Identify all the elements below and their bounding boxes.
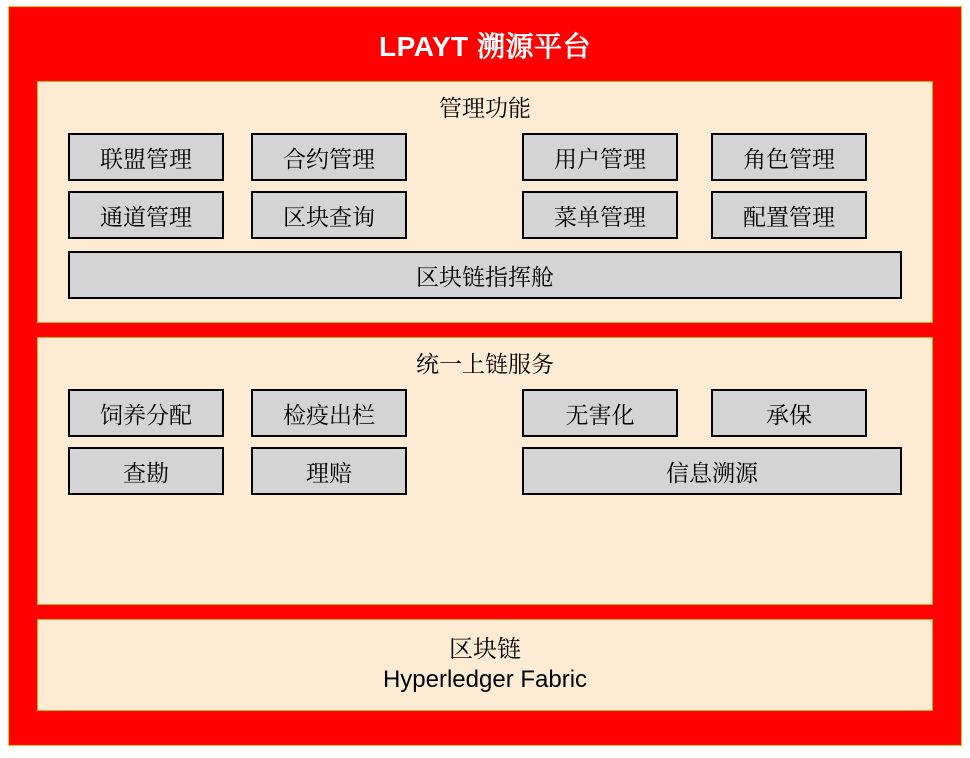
spacer [678,133,711,181]
module-feeding-allocation[interactable]: 饲养分配 [68,389,224,437]
spacer [407,389,522,437]
module-harmless-treatment[interactable]: 无害化 [522,389,678,437]
module-block-query[interactable]: 区块查询 [251,191,407,239]
module-menu-management[interactable]: 菜单管理 [522,191,678,239]
spacer [678,191,711,239]
module-config-management[interactable]: 配置管理 [711,191,867,239]
platform-container [8,6,962,746]
section-management [37,81,933,323]
spacer [678,389,711,437]
module-survey[interactable]: 查勘 [68,447,224,495]
hyperledger-fabric-label: Hyperledger Fabric [382,666,588,693]
module-user-management[interactable]: 用户管理 [522,133,678,181]
management-row-1 [38,133,932,181]
section-unified-chain-service-title: 统一上链服务 [416,351,554,377]
spacer [224,191,251,239]
chain-row-2 [38,447,932,495]
module-underwriting[interactable]: 承保 [711,389,867,437]
section-unified-chain-service [37,337,933,605]
section-blockchain [37,619,933,711]
spacer [224,133,251,181]
module-quarantine-out[interactable]: 检疫出栏 [251,389,407,437]
management-row-3 [38,251,932,299]
management-row-2 [38,191,932,239]
spacer [224,389,251,437]
spacer [407,447,522,495]
section-management-title: 管理功能 [439,95,531,121]
module-contract-management[interactable]: 合约管理 [251,133,407,181]
blockchain-label: 区块链 [449,636,521,663]
module-blockchain-command-center[interactable]: 区块链指挥舱 [68,251,902,299]
chain-row-1 [38,389,932,437]
spacer [407,133,522,181]
spacer [407,191,522,239]
module-alliance-management[interactable]: 联盟管理 [68,133,224,181]
module-role-management[interactable]: 角色管理 [711,133,867,181]
platform-title: LPAYT 溯源平台 [379,31,591,62]
spacer [224,447,251,495]
module-channel-management[interactable]: 通道管理 [68,191,224,239]
module-information-traceability[interactable]: 信息溯源 [522,447,902,495]
module-claim-settlement[interactable]: 理赔 [251,447,407,495]
